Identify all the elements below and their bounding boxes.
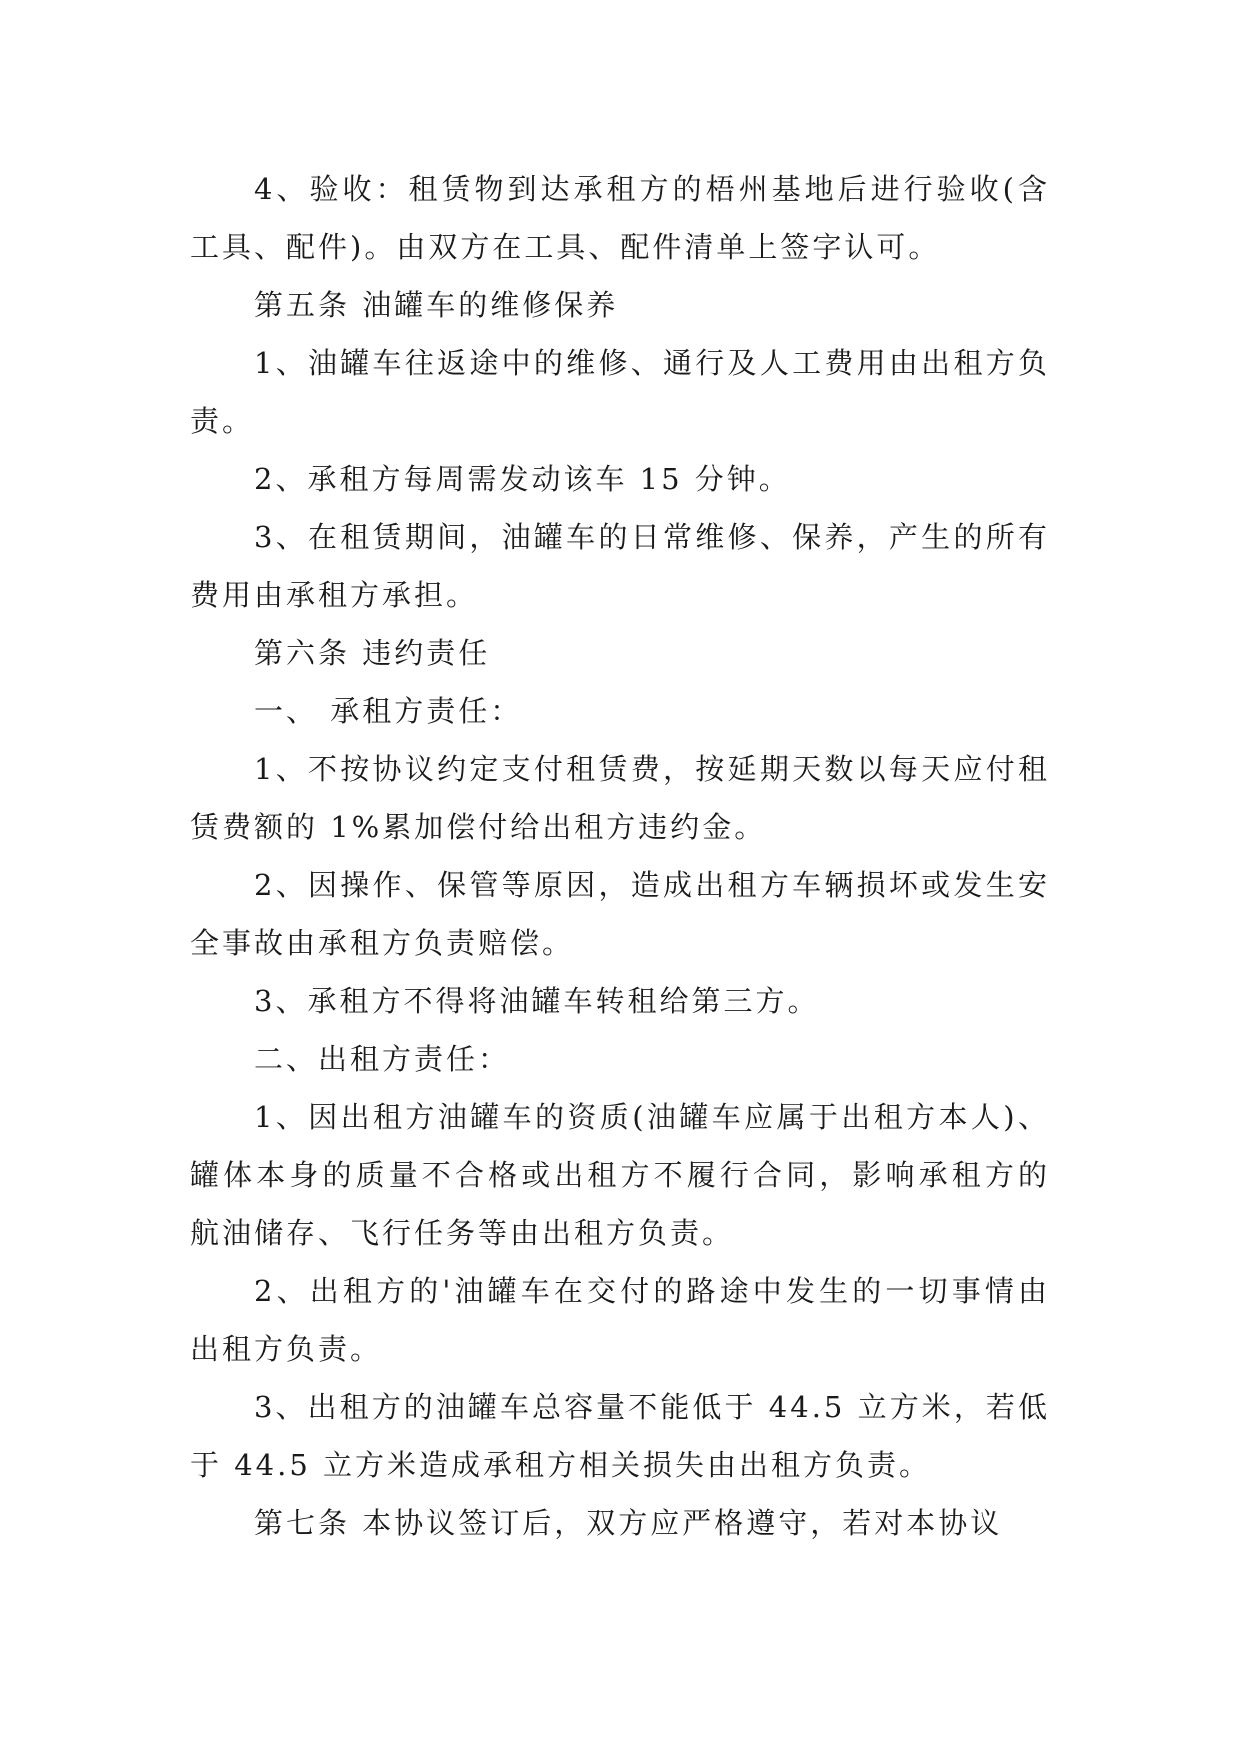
paragraph-6-2-1: 1、因出租方油罐车的资质(油罐车应属于出租方本人)、罐体本身的质量不合格或出租方不履行合同，影响承租方的航油储存、飞行任务等由出租方负责。 [190,1100,1050,1250]
article-5-heading: 第五条 油罐车的维修保养 [254,288,619,322]
lessor-liability-heading: 二、出租方责任： [254,1042,511,1076]
paragraph-acceptance: 4、验收：租赁物到达承租方的梧州基地后进行验收(含工具、配件)。由双方在工具、配件清单上签字认可。 [190,172,1050,264]
paragraph-5-1: 1、油罐车往返途中的维修、通行及人工费用由出租方负责。 [190,346,1050,438]
paragraph-6-2-2: 2、出租方的'油罐车在交付的路途中发生的一切事情由出租方负责。 [190,1274,1050,1366]
paragraph-6-1-2: 2、因操作、保管等原因，造成出租方车辆损坏或发生安全事故由承租方负责赔偿。 [190,868,1050,960]
paragraph-6-1-3: 3、承租方不得将油罐车转租给第三方。 [254,984,820,1018]
document-body [190,160,1050,1552]
article-7-start: 第七条 本协议签订后，双方应严格遵守，若对本协议 [254,1506,1003,1540]
article-6-heading: 第六条 违约责任 [254,636,491,670]
paragraph-6-2-3: 3、出租方的油罐车总容量不能低于 44.5 立方米，若低于 44.5 立方米造成承租方相关损失由出租方负责。 [190,1390,1050,1482]
lessee-liability-heading: 一、 承租方责任： [254,694,523,728]
paragraph-5-3: 3、在租赁期间，油罐车的日常维修、保养，产生的所有费用由承租方承担。 [190,520,1050,612]
paragraph-6-1-1: 1、不按协议约定支付租赁费，按延期天数以每天应付租赁费额的 1%累加偿付给出租方违约金。 [190,752,1050,844]
paragraph-5-2: 2、承租方每周需发动该车 15 分钟。 [254,462,791,496]
